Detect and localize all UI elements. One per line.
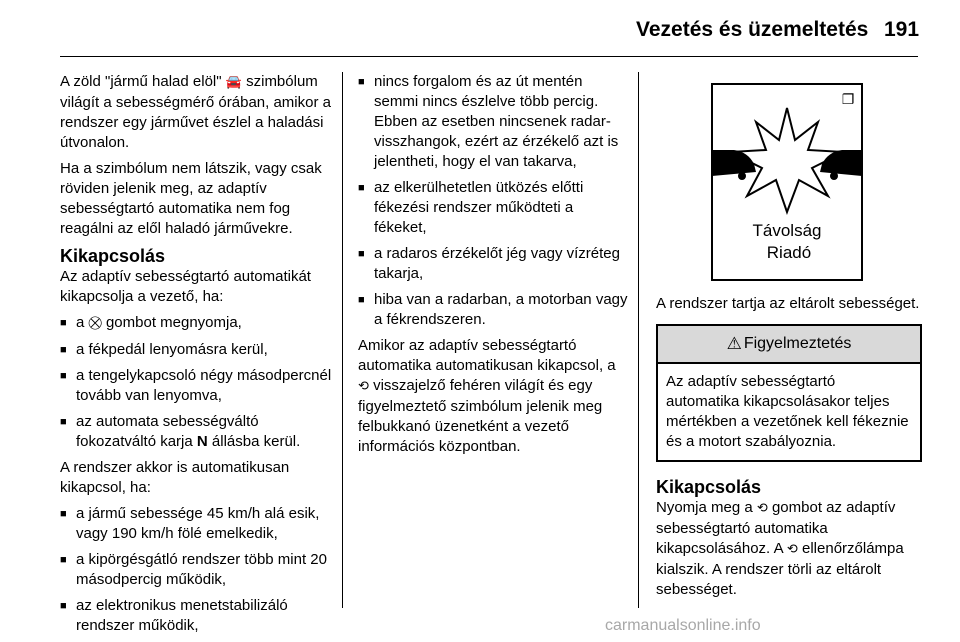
column-divider-1 xyxy=(342,72,343,608)
cancel-button-icon: ⛒ xyxy=(88,316,102,331)
list-item: ■ a kipörgésgátló rendszer több mint 20 másodpercig működik, xyxy=(60,550,332,590)
warning-box xyxy=(656,324,922,462)
header-divider xyxy=(60,56,918,57)
bullet-list xyxy=(358,72,628,330)
watermark: carmanualsonline.info xyxy=(605,617,761,634)
column-2 xyxy=(358,72,628,463)
cruise-control-icon: ⟲ xyxy=(756,501,768,516)
paragraph: A rendszer akkor is automatikusan kikapcsol, ha: xyxy=(60,459,290,496)
list-item: ■ nincs forgalom és az út mentén semmi nincs észlelve több percig. Ebben az esetben nincsenek radar-visszhangok, ezért az érzékelő azt is jelentheti, hogy el van takarva, xyxy=(358,72,628,172)
cruise-control-icon: ⟲ xyxy=(358,379,369,394)
page-header xyxy=(0,0,960,60)
column-1 xyxy=(60,72,332,642)
list-item: ■ a fékpedál lenyomásra kerül, xyxy=(60,340,332,360)
list-item: ■ az elektronikus menetstabilizáló rendszer működik, xyxy=(60,596,332,636)
list-item: ■ a radaros érzékelőt jég vagy vízréteg takarja, xyxy=(358,244,628,284)
bullet-list xyxy=(60,313,332,452)
page-number: 191 xyxy=(884,18,920,41)
list-item: ■ az automata sebességváltó fokozatváltó karja N állásba kerül. xyxy=(60,412,332,452)
paragraph: Nyomja meg a ⟲ gombot az adaptív sebességtartó automatika kikapcsolásához. A ⟲ ellenőrzőlámpa kialszik. A rendszer törli az eltárolt sebességet. xyxy=(656,499,904,598)
warning-title: Figyelmeztetés xyxy=(743,335,852,352)
cruise-control-icon: ⟲ xyxy=(786,542,798,557)
paragraph: Amikor az adaptív sebességtartó automatika automatikusan kikapcsol, a ⟲ visszajelző fehéren világít és egy figyelmeztető szimbólum jelenik meg felbukkanó üzenetként a vezető információs központban. xyxy=(358,337,616,455)
list-item: ■ az elkerülhetetlen ütközés előtti fékezési rendszer működteti a fékeket, xyxy=(358,178,628,238)
distance-alert-svg xyxy=(658,72,918,282)
svg-text:Riadó: Riadó xyxy=(766,243,812,262)
list-item: ■ a tengelykapcsoló négy másodpercnél tovább van lenyomva, xyxy=(60,366,332,406)
list-item: ■ a ⛒ gombot megnyomja, xyxy=(60,313,332,334)
paragraph: Ha a szimbólum nem látszik, vagy csak röviden jelenik meg, az adaptív sebességtartó automatika nem fog reagálni az elől haladó járművekre. xyxy=(60,160,322,237)
section-heading: Kikapcsolás xyxy=(656,477,762,497)
corner-icon: ❐ xyxy=(841,92,855,108)
paragraph: Az adaptív sebességtartó automatikát kikapcsolja a vezető, ha: xyxy=(60,268,311,305)
car-ahead-icon: 🚘 xyxy=(225,75,242,90)
list-item: ■ hiba van a radarban, a motorban vagy a fékrendszeren. xyxy=(358,290,628,330)
bullet-list xyxy=(60,504,332,636)
column-3 xyxy=(656,72,922,606)
warning-icon: ⚠ xyxy=(726,334,742,354)
svg-text:Távolság: Távolság xyxy=(752,221,822,240)
warning-text: Az adaptív sebességtartó automatika kikapcsolásakor teljes mértékben a vezetőnek kell fékeznie és a motort szabályoznia. xyxy=(666,373,909,450)
list-item: ■ a jármű sebessége 45 km/h alá esik, vagy 190 km/h fölé emelkedik, xyxy=(60,504,332,544)
section-heading: Kikapcsolás xyxy=(60,246,166,266)
column-divider-2 xyxy=(638,72,639,608)
distance-alert-illustration xyxy=(658,72,918,282)
warning-header xyxy=(658,326,920,364)
page-title: Vezetés és üzemeltetés xyxy=(636,18,869,41)
paragraph: A zöld "jármű halad elöl" 🚘 szimbólum világít a sebességmérő órában, amikor a rendszer egy járművet észlel a haladási útvonalon. xyxy=(60,73,331,151)
paragraph: A rendszer tartja az eltárolt sebességet. xyxy=(656,295,920,312)
